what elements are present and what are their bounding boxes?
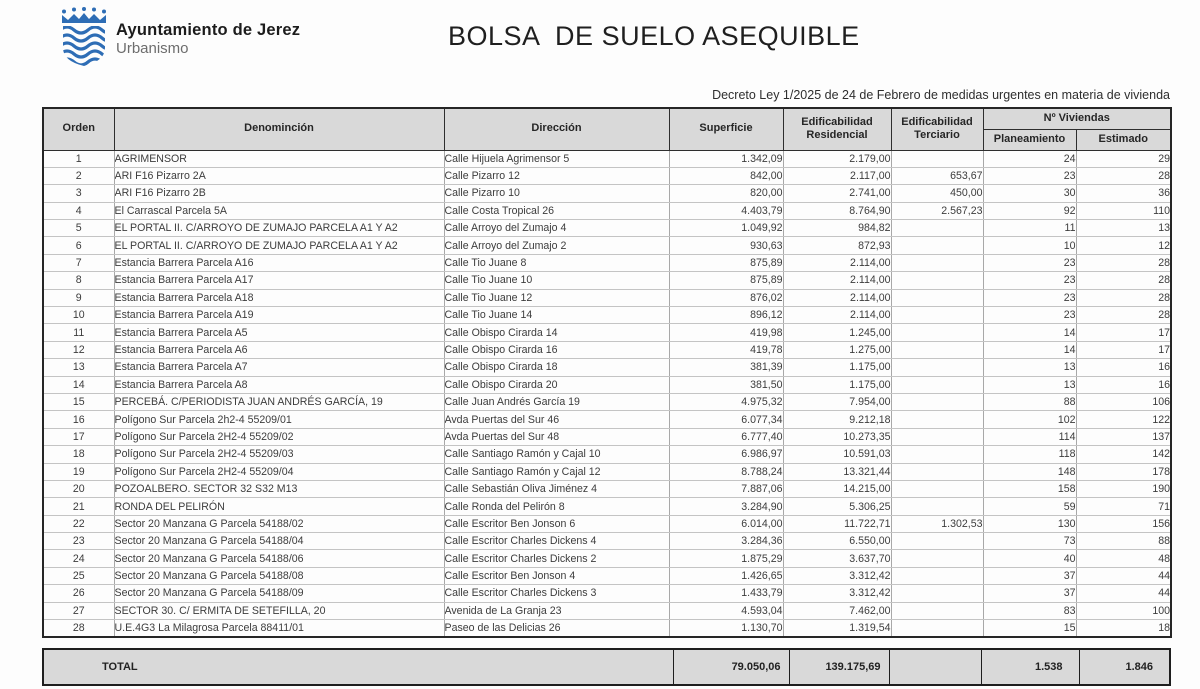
cell-edif-residencial: 984,82 [783,220,891,237]
cell-estimado: 28 [1076,254,1171,271]
cell-direccion: Calle Hijuela Agrimensor 5 [444,150,669,167]
cell-denominacion: ARI F16 Pizarro 2B [114,185,444,202]
cell-planeamiento: 13 [983,359,1076,376]
col-header-direccion: Dirección [444,108,669,150]
cell-denominacion: Estancia Barrera Parcela A16 [114,254,444,271]
cell-edif-residencial: 7.954,00 [783,393,891,410]
table-header [43,108,1171,150]
cell-direccion: Avenida de La Granja 23 [444,602,669,619]
cell-denominacion: EL PORTAL II. C/ARROYO DE ZUMAJO PARCELA A1 Y A2 [114,237,444,254]
cell-edif-residencial: 3.312,42 [783,567,891,584]
cell-estimado: 122 [1076,411,1171,428]
cell-direccion: Calle Santiago Ramón y Cajal 10 [444,446,669,463]
decree-subtitle: Decreto Ley 1/2025 de 24 de Febrero de medidas urgentes en materia de vivienda [712,88,1170,102]
cell-denominacion: Polígono Sur Parcela 2H2-4 55209/03 [114,446,444,463]
cell-denominacion: Sector 20 Manzana G Parcela 54188/09 [114,585,444,602]
cell-edif-terciario [891,585,983,602]
cell-edif-terciario [891,620,983,638]
cell-direccion: Calle Escritor Ben Jonson 4 [444,567,669,584]
cell-superficie: 930,63 [669,237,783,254]
cell-edif-terciario [891,533,983,550]
cell-estimado: 28 [1076,307,1171,324]
col-header-denominacion: Denominción [114,108,444,150]
cell-edif-terciario [891,393,983,410]
cell-superficie: 876,02 [669,289,783,306]
cell-orden: 19 [43,463,114,480]
cell-edif-residencial: 2.117,00 [783,167,891,184]
cell-planeamiento: 23 [983,289,1076,306]
table-row [43,446,1171,463]
cell-planeamiento: 23 [983,167,1076,184]
cell-edif-residencial: 2.114,00 [783,254,891,271]
cell-edif-terciario [891,550,983,567]
cell-direccion: Calle Juan Andrés García 19 [444,393,669,410]
cell-denominacion: EL PORTAL II. C/ARROYO DE ZUMAJO PARCELA A1 Y A2 [114,220,444,237]
cell-edif-terciario [891,289,983,306]
table-row [43,585,1171,602]
cell-denominacion: Estancia Barrera Parcela A6 [114,341,444,358]
table-row [43,463,1171,480]
cell-direccion: Calle Escritor Charles Dickens 3 [444,585,669,602]
cell-estimado: 142 [1076,446,1171,463]
table-row [43,272,1171,289]
cell-orden: 14 [43,376,114,393]
cell-edif-terciario: 450,00 [891,185,983,202]
cell-planeamiento: 158 [983,480,1076,497]
cell-orden: 10 [43,307,114,324]
cell-estimado: 44 [1076,567,1171,584]
table-row [43,167,1171,184]
cell-superficie: 1.130,70 [669,620,783,638]
table-row [43,307,1171,324]
cell-superficie: 7.887,06 [669,480,783,497]
cell-orden: 20 [43,480,114,497]
col-header-planeamiento: Planeamiento [983,129,1076,150]
cell-planeamiento: 23 [983,254,1076,271]
cell-superficie: 419,78 [669,341,783,358]
cell-estimado: 156 [1076,515,1171,532]
table-row [43,480,1171,497]
cell-superficie: 381,39 [669,359,783,376]
cell-orden: 17 [43,428,114,445]
cell-edif-terciario [891,237,983,254]
cell-estimado: 17 [1076,324,1171,341]
cell-denominacion: Estancia Barrera Parcela A8 [114,376,444,393]
table-row [43,150,1171,167]
cell-denominacion: Polígono Sur Parcela 2H2-4 55209/04 [114,463,444,480]
cell-planeamiento: 14 [983,341,1076,358]
cell-edif-residencial: 1.245,00 [783,324,891,341]
cell-edif-terciario [891,341,983,358]
cell-planeamiento: 148 [983,463,1076,480]
cell-direccion: Calle Tio Juane 14 [444,307,669,324]
table-row [43,185,1171,202]
cell-estimado: 190 [1076,480,1171,497]
cell-denominacion: Estancia Barrera Parcela A5 [114,324,444,341]
cell-direccion: Calle Pizarro 10 [444,185,669,202]
cell-denominacion: Sector 20 Manzana G Parcela 54188/02 [114,515,444,532]
cell-denominacion: Estancia Barrera Parcela A18 [114,289,444,306]
cell-direccion: Calle Obispo Cirarda 14 [444,324,669,341]
cell-denominacion: POZOALBERO. SECTOR 32 S32 M13 [114,480,444,497]
cell-edif-residencial: 2.741,00 [783,185,891,202]
cell-denominacion: El Carrascal Parcela 5A [114,202,444,219]
table-row [43,359,1171,376]
table-row [43,498,1171,515]
cell-edif-residencial: 9.212,18 [783,411,891,428]
cell-edif-residencial: 2.114,00 [783,307,891,324]
cell-estimado: 18 [1076,620,1171,638]
cell-estimado: 106 [1076,393,1171,410]
cell-edif-terciario [891,150,983,167]
cell-planeamiento: 14 [983,324,1076,341]
total-label: TOTAL [43,649,673,685]
cell-direccion: Calle Obispo Cirarda 16 [444,341,669,358]
col-header-superficie: Superficie [669,108,783,150]
cell-estimado: 16 [1076,359,1171,376]
cell-direccion: Calle Escritor Charles Dickens 4 [444,533,669,550]
table-row [43,411,1171,428]
crown-waves-logo-icon [58,7,110,67]
table-row [43,254,1171,271]
page-title: BOLSA DE SUELO ASEQUIBLE [448,21,860,51]
cell-estimado: 29 [1076,150,1171,167]
cell-superficie: 6.014,00 [669,515,783,532]
col-header-orden: Orden [43,108,114,150]
total-row [43,649,1170,685]
cell-superficie: 1.426,65 [669,567,783,584]
ayuntamiento-logo [58,7,110,67]
cell-estimado: 71 [1076,498,1171,515]
cell-orden: 15 [43,393,114,410]
org-name: Ayuntamiento de Jerez [116,21,301,39]
cell-denominacion: Sector 20 Manzana G Parcela 54188/06 [114,550,444,567]
cell-orden: 18 [43,446,114,463]
cell-denominacion: Estancia Barrera Parcela A19 [114,307,444,324]
cell-edif-terciario [891,480,983,497]
total-residencial: 139.175,69 [789,649,889,685]
cell-edif-residencial: 13.321,44 [783,463,891,480]
table-row [43,220,1171,237]
cell-denominacion: Polígono Sur Parcela 2h2-4 55209/01 [114,411,444,428]
cell-superficie: 896,12 [669,307,783,324]
table-body [43,150,1171,637]
cell-edif-terciario [891,602,983,619]
cell-edif-terciario [891,411,983,428]
cell-edif-terciario [891,428,983,445]
cell-direccion: Calle Santiago Ramón y Cajal 12 [444,463,669,480]
cell-orden: 9 [43,289,114,306]
cell-denominacion: U.E.4G3 La Milagrosa Parcela 88411/01 [114,620,444,638]
col-header-viviendas-group: Nº Viviendas [983,108,1171,129]
cell-planeamiento: 40 [983,550,1076,567]
cell-planeamiento: 23 [983,307,1076,324]
cell-orden: 26 [43,585,114,602]
cell-denominacion: Sector 20 Manzana G Parcela 54188/04 [114,533,444,550]
cell-edif-terciario [891,220,983,237]
cell-direccion: Calle Ronda del Pelirón 8 [444,498,669,515]
cell-planeamiento: 23 [983,272,1076,289]
cell-estimado: 137 [1076,428,1171,445]
cell-orden: 1 [43,150,114,167]
cell-planeamiento: 37 [983,567,1076,584]
cell-direccion: Calle Escritor Ben Jonson 6 [444,515,669,532]
cell-superficie: 875,89 [669,272,783,289]
cell-orden: 23 [43,533,114,550]
cell-direccion: Calle Obispo Cirarda 18 [444,359,669,376]
table-row [43,237,1171,254]
total-planeamiento: 1.538 [981,649,1079,685]
cell-superficie: 820,00 [669,185,783,202]
suelo-table [42,107,1172,638]
cell-superficie: 1.342,09 [669,150,783,167]
table-row [43,567,1171,584]
cell-estimado: 28 [1076,289,1171,306]
cell-edif-terciario [891,324,983,341]
cell-planeamiento: 10 [983,237,1076,254]
org-text-block [116,21,300,57]
cell-orden: 3 [43,185,114,202]
cell-superficie: 381,50 [669,376,783,393]
cell-direccion: Calle Pizarro 12 [444,167,669,184]
cell-direccion: Calle Obispo Cirarda 20 [444,376,669,393]
cell-denominacion: AGRIMENSOR [114,150,444,167]
cell-direccion: Calle Arroyo del Zumajo 4 [444,220,669,237]
table-row [43,533,1171,550]
cell-superficie: 4.593,04 [669,602,783,619]
table-row [43,393,1171,410]
table-row [43,202,1171,219]
cell-edif-residencial: 8.764,90 [783,202,891,219]
cell-edif-residencial: 1.175,00 [783,376,891,393]
cell-planeamiento: 92 [983,202,1076,219]
col-header-edif-terciario: Edificabilidad Terciario [891,108,983,150]
table-row [43,550,1171,567]
cell-orden: 11 [43,324,114,341]
cell-edif-residencial: 2.179,00 [783,150,891,167]
table-row [43,515,1171,532]
cell-edif-residencial: 7.462,00 [783,602,891,619]
cell-orden: 16 [43,411,114,428]
cell-estimado: 178 [1076,463,1171,480]
table-row [43,602,1171,619]
cell-edif-residencial: 3.637,70 [783,550,891,567]
cell-estimado: 48 [1076,550,1171,567]
cell-direccion: Calle Tio Juane 12 [444,289,669,306]
total-estimado: 1.846 [1079,649,1170,685]
cell-direccion: Paseo de las Delicias 26 [444,620,669,638]
cell-edif-terciario [891,567,983,584]
cell-direccion: Avda Puertas del Sur 48 [444,428,669,445]
col-header-estimado: Estimado [1076,129,1171,150]
cell-superficie: 4.403,79 [669,202,783,219]
cell-superficie: 875,89 [669,254,783,271]
cell-edif-terciario [891,463,983,480]
cell-edif-terciario: 653,67 [891,167,983,184]
cell-denominacion: Estancia Barrera Parcela A17 [114,272,444,289]
total-terciario [889,649,981,685]
cell-estimado: 28 [1076,272,1171,289]
cell-direccion: Avda Puertas del Sur 46 [444,411,669,428]
cell-orden: 21 [43,498,114,515]
cell-superficie: 6.777,40 [669,428,783,445]
cell-planeamiento: 118 [983,446,1076,463]
cell-superficie: 842,00 [669,167,783,184]
cell-superficie: 1.049,92 [669,220,783,237]
cell-edif-terciario [891,254,983,271]
cell-estimado: 44 [1076,585,1171,602]
cell-superficie: 3.284,36 [669,533,783,550]
cell-planeamiento: 37 [983,585,1076,602]
cell-estimado: 16 [1076,376,1171,393]
cell-superficie: 1.433,79 [669,585,783,602]
cell-orden: 12 [43,341,114,358]
cell-edif-residencial: 1.319,54 [783,620,891,638]
cell-superficie: 8.788,24 [669,463,783,480]
cell-orden: 13 [43,359,114,376]
cell-estimado: 36 [1076,185,1171,202]
cell-planeamiento: 15 [983,620,1076,638]
cell-estimado: 12 [1076,237,1171,254]
cell-direccion: Calle Escritor Charles Dickens 2 [444,550,669,567]
cell-edif-residencial: 872,93 [783,237,891,254]
cell-edif-residencial: 14.215,00 [783,480,891,497]
cell-edif-terciario [891,376,983,393]
cell-denominacion: ARI F16 Pizarro 2A [114,167,444,184]
cell-estimado: 110 [1076,202,1171,219]
cell-edif-terciario: 2.567,23 [891,202,983,219]
col-header-edif-residencial: Edificabilidad Residencial [783,108,891,150]
org-department: Urbanismo [116,39,189,57]
cell-denominacion: Estancia Barrera Parcela A7 [114,359,444,376]
cell-edif-terciario [891,359,983,376]
cell-orden: 28 [43,620,114,638]
cell-edif-residencial: 2.114,00 [783,289,891,306]
cell-edif-residencial: 5.306,25 [783,498,891,515]
cell-direccion: Calle Arroyo del Zumajo 2 [444,237,669,254]
cell-edif-terciario [891,272,983,289]
cell-denominacion: Polígono Sur Parcela 2H2-4 55209/02 [114,428,444,445]
cell-edif-residencial: 6.550,00 [783,533,891,550]
cell-denominacion: Sector 20 Manzana G Parcela 54188/08 [114,567,444,584]
cell-planeamiento: 11 [983,220,1076,237]
cell-superficie: 1.875,29 [669,550,783,567]
cell-planeamiento: 30 [983,185,1076,202]
cell-planeamiento: 88 [983,393,1076,410]
cell-planeamiento: 114 [983,428,1076,445]
cell-superficie: 4.975,32 [669,393,783,410]
cell-orden: 6 [43,237,114,254]
total-superficie: 79.050,06 [673,649,789,685]
cell-orden: 27 [43,602,114,619]
cell-orden: 8 [43,272,114,289]
cell-estimado: 100 [1076,602,1171,619]
total-table [42,648,1171,686]
cell-superficie: 6.986,97 [669,446,783,463]
cell-edif-terciario [891,446,983,463]
table-row [43,324,1171,341]
cell-edif-residencial: 10.273,35 [783,428,891,445]
cell-estimado: 28 [1076,167,1171,184]
cell-superficie: 419,98 [669,324,783,341]
cell-planeamiento: 130 [983,515,1076,532]
cell-planeamiento: 24 [983,150,1076,167]
cell-orden: 24 [43,550,114,567]
cell-edif-terciario [891,498,983,515]
cell-denominacion: RONDA DEL PELIRÓN [114,498,444,515]
cell-edif-residencial: 1.275,00 [783,341,891,358]
cell-estimado: 13 [1076,220,1171,237]
cell-estimado: 88 [1076,533,1171,550]
table-row [43,376,1171,393]
table-row [43,620,1171,638]
cell-direccion: Calle Sebastián Oliva Jiménez 4 [444,480,669,497]
cell-planeamiento: 73 [983,533,1076,550]
cell-superficie: 3.284,90 [669,498,783,515]
cell-edif-terciario [891,307,983,324]
cell-estimado: 17 [1076,341,1171,358]
cell-direccion: Calle Tio Juane 10 [444,272,669,289]
cell-direccion: Calle Tio Juane 8 [444,254,669,271]
cell-edif-residencial: 10.591,03 [783,446,891,463]
cell-superficie: 6.077,34 [669,411,783,428]
cell-orden: 5 [43,220,114,237]
cell-orden: 2 [43,167,114,184]
cell-planeamiento: 102 [983,411,1076,428]
cell-edif-terciario: 1.302,53 [891,515,983,532]
cell-orden: 7 [43,254,114,271]
cell-direccion: Calle Costa Tropical 26 [444,202,669,219]
cell-orden: 25 [43,567,114,584]
cell-edif-residencial: 11.722,71 [783,515,891,532]
table-row [43,289,1171,306]
cell-orden: 22 [43,515,114,532]
cell-orden: 4 [43,202,114,219]
cell-edif-residencial: 2.114,00 [783,272,891,289]
cell-edif-residencial: 3.312,42 [783,585,891,602]
cell-planeamiento: 59 [983,498,1076,515]
cell-denominacion: SECTOR 30. C/ ERMITA DE SETEFILLA, 20 [114,602,444,619]
table-row [43,341,1171,358]
cell-planeamiento: 83 [983,602,1076,619]
cell-denominacion: PERCEBÁ. C/PERIODISTA JUAN ANDRÉS GARCÍA, 19 [114,393,444,410]
cell-planeamiento: 13 [983,376,1076,393]
cell-edif-residencial: 1.175,00 [783,359,891,376]
table-row [43,428,1171,445]
